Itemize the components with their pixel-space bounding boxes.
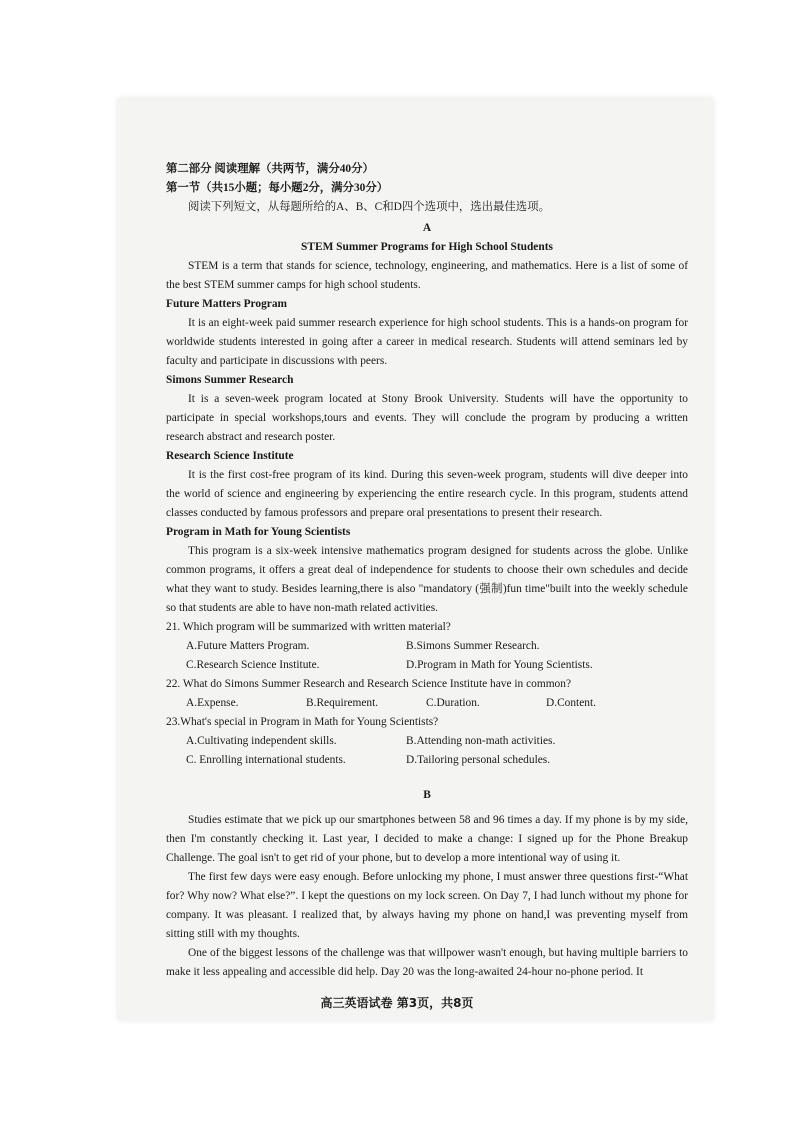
option: B.Requirement. [306,697,379,709]
option: D.Tailoring personal schedules. [406,754,551,766]
program-text: It is a seven-week program located at Stony Brook University. Students will have the opportunity to participate in special workshops,tours and events. They will conclude the program by producing a written research abstract and research poster. [166,393,688,443]
passage-b-paragraph: One of the biggest lessons of the challenge was that willpower wasn't enough, but having multiple barriers to make it less appealing and accessible did help. Day 20 was the long-awaited 24-hour no-phone period. It [166,947,688,978]
option: D.Program in Math for Young Scientists. [406,659,593,671]
instruction: 阅读下列短文，从每题所给的A、B、C和D四个选项中，选出最佳选项。 [188,201,550,213]
exam-content [166,160,688,982]
option: C. Enrolling international students. [186,754,346,766]
program-heading: Research Science Institute [166,450,294,462]
program-text: It is the first cost-free program of its kind. During this seven-week program, students will dive deeper into the world of science and engineering by experiencing the entire research cycle. In this program, students attend classes conducted by famous professors and prepare oral presentations to present their research. [166,469,688,519]
passage-b-label: B [423,789,431,801]
program-heading: Simons Summer Research [166,374,294,386]
passage-a-title: STEM Summer Programs for High School Students [301,241,553,253]
option: D.Content. [546,697,596,709]
option: A.Future Matters Program. [186,640,310,652]
program-heading: Future Matters Program [166,298,288,310]
part-heading: 第二部分 阅读理解（共两节，满分40分） [166,163,374,175]
option: A.Expense. [186,697,239,709]
program-heading: Program in Math for Young Scientists [166,526,351,538]
option: A.Cultivating independent skills. [186,735,337,747]
passage-a-intro: STEM is a term that stands for science, technology, engineering, and mathematics. Here is a list of some of the best STEM summer camps for high school students. [166,260,688,291]
program-text: It is an eight-week paid summer research experience for high school students. This is a hands-on program for worldwide students interested in going after a career in medical research. Students will attend seminars led by faculty and participate in discussions with peers. [166,317,688,367]
page-footer: 高三英语试卷 第3页，共8页 [320,996,474,1010]
passage-b-paragraph: The first few days were easy enough. Before unlocking my phone, I must answer three questions first-“What for? Why now? What else?”. I kept the questions on my lock screen. On Day 7, I had lunch without my phone for company. It was pleasant. I realized that, by always having my phone on hand,I was preventing myself from sitting still with my thoughts. [166,871,688,940]
section-heading: 第一节（共15小题；每小题2分，满分30分） [166,182,389,194]
question-stem: 22. What do Simons Summer Research and Research Science Institute have in common? [166,678,572,690]
option: C.Duration. [426,697,480,709]
question-options [186,637,688,675]
option: C.Research Science Institute. [186,659,320,671]
passage-b-paragraph: Studies estimate that we pick up our smartphones between 58 and 96 times a day. If my phone is by my side, then I'm constantly checking it. Last year, I decided to make a change: I signed up for the Phone Breakup Challenge. The goal isn't to get rid of your phone, but to develop a more intentional way of using it. [166,814,688,864]
question-stem: 23.What's special in Program in Math for Young Scientists? [166,716,439,728]
question-stem: 21. Which program will be summarized with written material? [166,621,451,633]
program-text: This program is a six-week intensive mathematics program designed for students across the globe. Unlike common programs, it offers a great deal of independence for students to choose their own schedules and decide what they want to study. Besides learning,there is also "mandatory (强制)fun time"built into the weekly schedule so that students are able to have non-math related activities. [166,545,688,614]
question-options [186,694,688,713]
question-options [186,732,688,770]
option: B.Simons Summer Research. [406,640,540,652]
passage-a-label: A [422,222,432,234]
option: B.Attending non-math activities. [406,735,556,747]
